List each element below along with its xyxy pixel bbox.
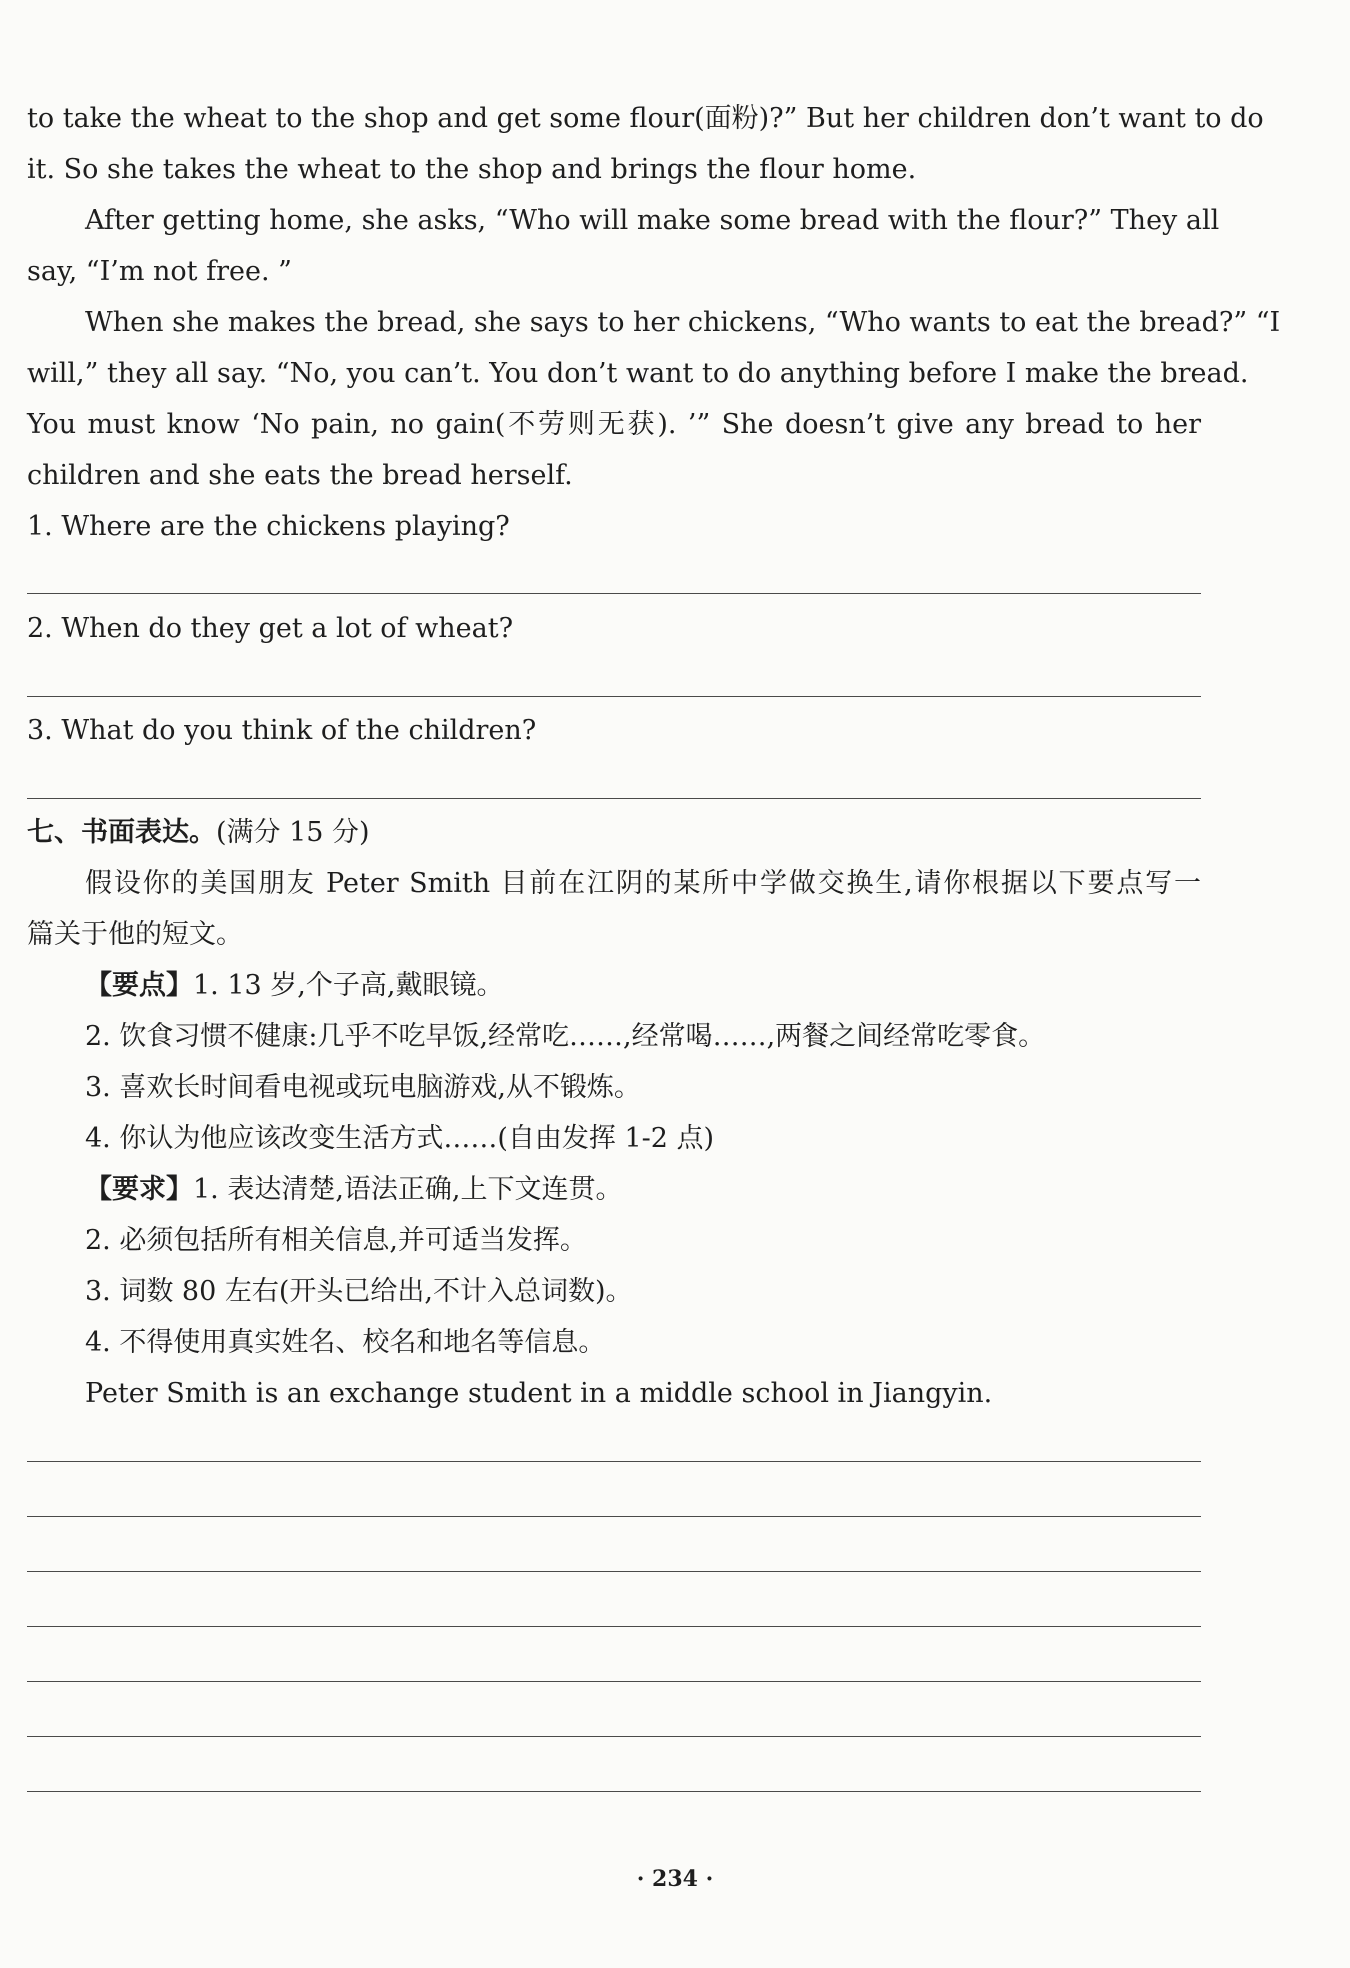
points-label: 【要点】 bbox=[85, 970, 193, 1001]
writing-line[interactable] bbox=[27, 1516, 1201, 1517]
requirement-item bbox=[85, 1172, 623, 1208]
point-text: 1. 13 岁,个子高,戴眼镜。 bbox=[193, 970, 504, 1001]
story-line: say, “I’m not free. ” bbox=[27, 256, 292, 287]
writing-line[interactable] bbox=[27, 1791, 1201, 1792]
story-line: After getting home, she asks, “Who will make some bread with the flour?” They all bbox=[85, 205, 1220, 236]
story-line: to take the wheat to the shop and get some flour(面粉)?” But her children don’t want to do bbox=[27, 103, 1264, 134]
point-item bbox=[85, 968, 503, 1004]
story-line: children and she eats the bread herself. bbox=[27, 460, 573, 491]
requirement-item: 4. 不得使用真实姓名、校名和地名等信息。 bbox=[85, 1327, 606, 1358]
question-1: 1. Where are the chickens playing? bbox=[27, 511, 510, 542]
writing-line[interactable] bbox=[27, 1461, 1201, 1462]
section-heading bbox=[27, 815, 370, 851]
point-item: 2. 饮食习惯不健康:几乎不吃早饭,经常吃……,经常喝……,两餐之间经常吃零食。 bbox=[85, 1021, 1046, 1052]
section-score: (满分 15 分) bbox=[216, 817, 370, 848]
requirements-label: 【要求】 bbox=[85, 1174, 193, 1205]
story-line: When she makes the bread, she says to her chickens, “Who wants to eat the bread?” “I bbox=[85, 307, 1281, 338]
story-line: it. So she takes the wheat to the shop and brings the flour home. bbox=[27, 154, 917, 185]
section-title: 七、书面表达。 bbox=[27, 817, 216, 848]
writing-line[interactable] bbox=[27, 1681, 1201, 1682]
point-item: 3. 喜欢长时间看电视或玩电脑游戏,从不锻炼。 bbox=[85, 1072, 641, 1103]
page-number: · 234 · bbox=[636, 1866, 714, 1892]
requirement-item: 2. 必须包括所有相关信息,并可适当发挥。 bbox=[85, 1225, 587, 1256]
writing-intro-line: 篇关于他的短文。 bbox=[27, 919, 243, 950]
question-2: 2. When do they get a lot of wheat? bbox=[27, 613, 514, 644]
question-3: 3. What do you think of the children? bbox=[27, 715, 537, 746]
story-line: will,” they all say. “No, you can’t. You don’t want to do anything before I make the bread. bbox=[27, 358, 1249, 389]
writing-line[interactable] bbox=[27, 1571, 1201, 1572]
answer-line-3[interactable] bbox=[27, 798, 1201, 799]
writing-intro-line: 假设你的美国朋友 Peter Smith 目前在江阴的某所中学做交换生,请你根据以下要点写一 bbox=[85, 868, 1201, 899]
answer-line-2[interactable] bbox=[27, 696, 1201, 697]
point-item: 4. 你认为他应该改变生活方式……(自由发挥 1-2 点) bbox=[85, 1123, 715, 1154]
requirement-item: 3. 词数 80 左右(开头已给出,不计入总词数)。 bbox=[85, 1276, 633, 1307]
answer-line-1[interactable] bbox=[27, 593, 1201, 594]
writing-line[interactable] bbox=[27, 1626, 1201, 1627]
requirement-text: 1. 表达清楚,语法正确,上下文连贯。 bbox=[193, 1174, 623, 1205]
story-line: You must know ‘No pain, no gain(不劳则无获). ’” She doesn’t give any bread to her bbox=[27, 409, 1201, 440]
writing-line[interactable] bbox=[27, 1736, 1201, 1737]
writing-opening-sentence: Peter Smith is an exchange student in a middle school in Jiangyin. bbox=[85, 1378, 993, 1409]
